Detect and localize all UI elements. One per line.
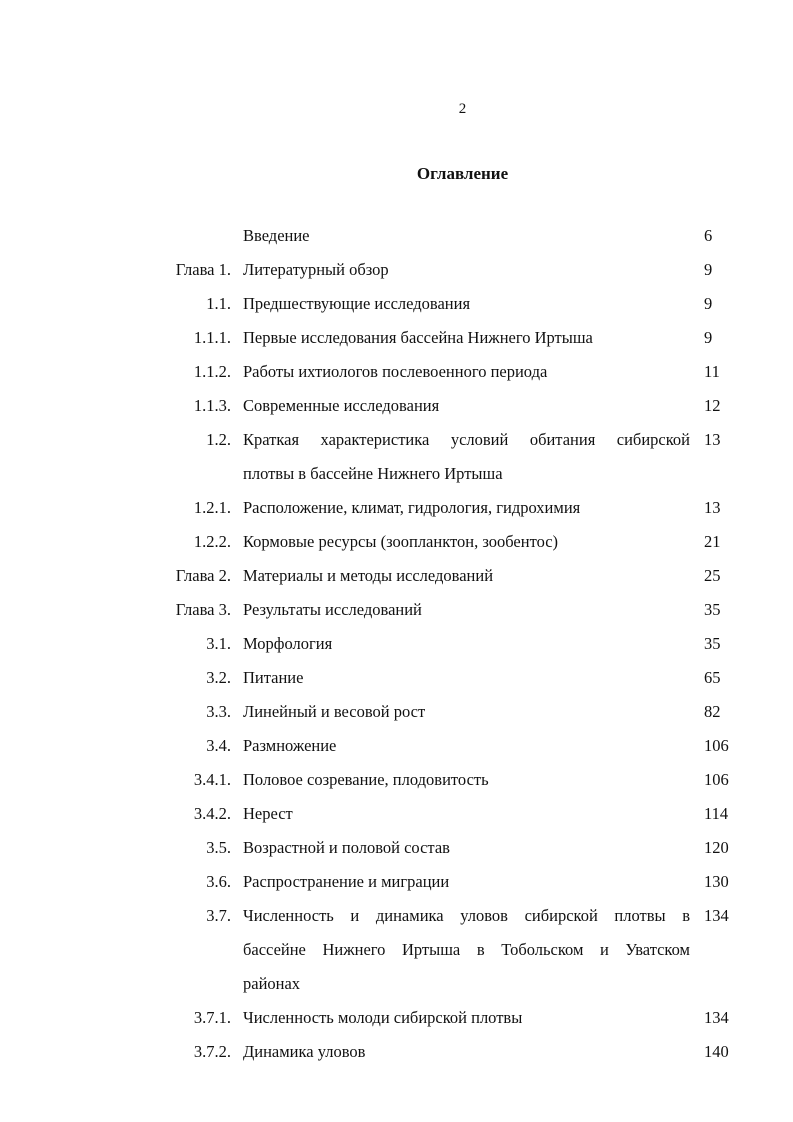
toc-entry-page: 13 xyxy=(704,430,721,449)
toc-entry-title: Предшествующие исследования xyxy=(243,294,471,313)
toc-entry-title: Распространение и миграции xyxy=(243,872,450,891)
toc-entry-number: 3.4. xyxy=(206,736,231,755)
toc-entry-page: 35 xyxy=(704,600,721,619)
toc-entry-number: 1.2. xyxy=(206,430,231,449)
toc-entry xyxy=(0,702,793,736)
toc-entry-page: 9 xyxy=(704,294,713,313)
toc-entry-number: 3.5. xyxy=(206,838,231,857)
toc-entry xyxy=(0,668,793,702)
toc-entry-page: 134 xyxy=(704,906,729,925)
toc-entry-number: 1.1. xyxy=(206,294,231,313)
toc-entry-page: 114 xyxy=(704,804,729,823)
toc-entry-title: Работы ихтиологов послевоенного периода xyxy=(243,362,548,381)
toc-entry-number: 3.6. xyxy=(206,872,231,891)
toc-entry xyxy=(0,328,793,362)
toc-entry-page: 6 xyxy=(704,226,713,245)
toc-entry xyxy=(0,770,793,804)
toc-entry-number: 3.4.2. xyxy=(193,804,231,823)
toc-entry xyxy=(0,1008,793,1042)
toc-entry-title: Половое созревание, плодовитость xyxy=(243,770,489,789)
toc-entry xyxy=(0,838,793,872)
toc-entry-page: 130 xyxy=(704,872,729,891)
toc-entry xyxy=(0,294,793,328)
toc-entry xyxy=(0,804,793,838)
toc-entry xyxy=(0,260,793,294)
toc-entry-title: Литературный обзор xyxy=(243,260,389,279)
toc-entry xyxy=(0,736,793,770)
toc-entry-page: 65 xyxy=(704,668,721,687)
toc-entry-title: Нерест xyxy=(243,804,293,823)
toc-entry-number: Глава 3. xyxy=(175,600,231,619)
toc-entry-number: Глава 1. xyxy=(175,260,231,279)
toc-entry-number: 3.7. xyxy=(206,906,231,925)
toc-entry-number: 1.2.2. xyxy=(193,532,231,551)
toc-entry-title: Возрастной и половой состав xyxy=(243,838,450,857)
toc-entry-title: Размножение xyxy=(243,736,337,755)
toc-entry-title: Первые исследования бассейна Нижнего Иртыша xyxy=(243,328,593,347)
toc-entry-number: 1.1.1. xyxy=(193,328,231,347)
toc-entry-page: 11 xyxy=(704,362,720,381)
toc-entry xyxy=(0,226,793,260)
toc-entry-number: 3.7.2. xyxy=(193,1042,231,1061)
toc-entry-title: Материалы и методы исследований xyxy=(243,566,494,585)
toc-entry-number: 3.4.1. xyxy=(193,770,231,789)
toc-entry-number: 3.7.1. xyxy=(193,1008,231,1027)
toc-entry xyxy=(0,498,793,532)
toc-entry-number: 1.2.1. xyxy=(193,498,231,517)
toc-entry-title: Динамика уловов xyxy=(243,1042,366,1061)
toc-entry-page: 12 xyxy=(704,396,721,415)
toc-entry-title: Результаты исследований xyxy=(243,600,422,619)
toc-entry-title: Введение xyxy=(243,226,310,245)
toc-entry-page: 35 xyxy=(704,634,721,653)
toc-entry-title: Линейный и весовой рост xyxy=(243,702,426,721)
toc-entry xyxy=(0,906,793,1008)
toc-entry-title: Современные исследования xyxy=(243,396,440,415)
toc-entry-number: 3.2. xyxy=(206,668,231,687)
toc-entry-page: 21 xyxy=(704,532,721,551)
toc-entry-title: Морфология xyxy=(243,634,333,653)
toc-entry xyxy=(0,634,793,668)
toc-entry-page: 82 xyxy=(704,702,721,721)
toc-entry-number: 1.1.3. xyxy=(193,396,231,415)
toc-entry-page: 13 xyxy=(704,498,721,517)
toc-entry-title: Питание xyxy=(243,668,304,687)
toc-entry xyxy=(0,532,793,566)
toc-entry-page: 9 xyxy=(704,260,713,279)
toc-entry-page: 120 xyxy=(704,838,729,857)
page-number: 2 xyxy=(458,101,467,117)
toc-entry-title: Численность и динамика уловов сибирской плотвы в xyxy=(243,906,690,925)
toc-entry xyxy=(0,430,793,498)
toc-entry xyxy=(0,362,793,396)
toc-entry-page: 134 xyxy=(704,1008,729,1027)
page-title: Оглавление xyxy=(416,164,509,183)
toc-entry-page: 9 xyxy=(704,328,713,347)
toc-entry-title: плотвы в бассейне Нижнего Иртыша xyxy=(243,464,503,483)
toc-entry-title: Численность молоди сибирской плотвы xyxy=(243,1008,523,1027)
toc-entry-title: бассейне Нижнего Иртыша в Тобольском и Уватском xyxy=(243,940,690,959)
toc-entry xyxy=(0,566,793,600)
toc-entry-number: 1.1.2. xyxy=(193,362,231,381)
toc-entry-number: Глава 2. xyxy=(175,566,231,585)
toc-entry xyxy=(0,1042,793,1076)
toc-entry-title: Кормовые ресурсы (зоопланктон, зообентос) xyxy=(243,532,559,551)
toc-entry-number: 3.1. xyxy=(206,634,231,653)
toc-entry-title: Расположение, климат, гидрология, гидрохимия xyxy=(243,498,581,517)
toc-entry-title: районах xyxy=(243,974,301,993)
toc-entry-title: Краткая характеристика условий обитания сибирской xyxy=(243,430,690,449)
toc-entry-number: 3.3. xyxy=(206,702,231,721)
toc-entry-page: 140 xyxy=(704,1042,729,1061)
toc-entry xyxy=(0,872,793,906)
toc-entry-page: 25 xyxy=(704,566,721,585)
toc-entry xyxy=(0,396,793,430)
toc-entry-page: 106 xyxy=(704,770,729,789)
toc-entry xyxy=(0,600,793,634)
toc-entry-page: 106 xyxy=(704,736,729,755)
